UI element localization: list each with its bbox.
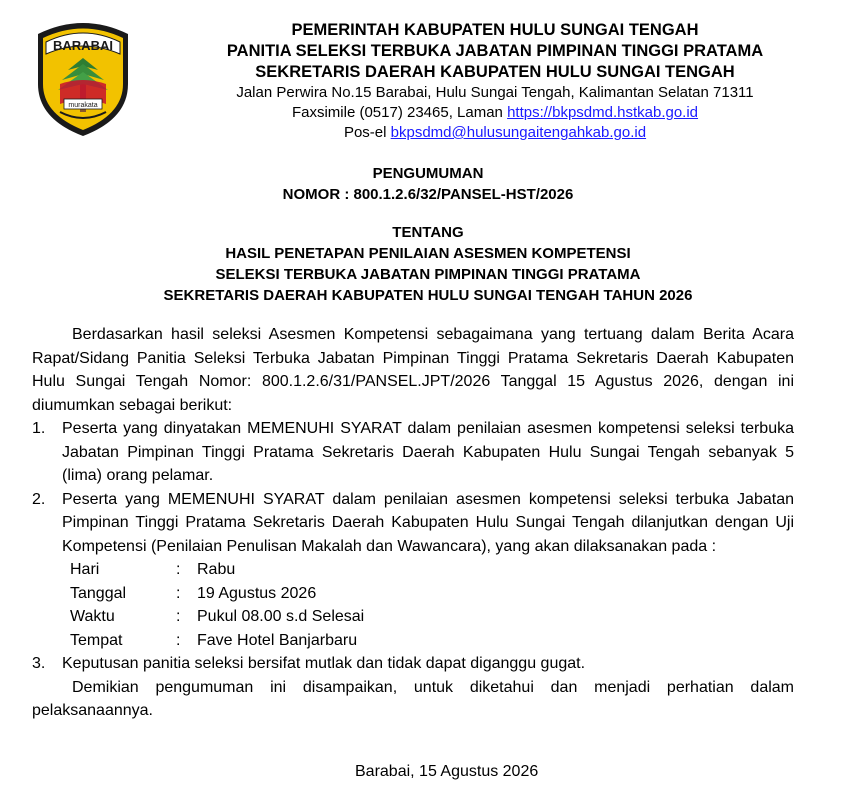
- schedule-row-date: [32, 582, 794, 606]
- list-item-number: 1.: [32, 420, 46, 437]
- schedule-label: Tempat: [70, 631, 123, 649]
- signature-place-date: Barabai, 15 Agustus 2026: [355, 763, 539, 780]
- schedule-value: Rabu: [197, 561, 236, 578]
- email-prefix: Pos-el: [343, 124, 387, 141]
- list-item-text: Keputusan panitia seleksi bersifat mutlak dan tidak dapat diganggu gugat.: [62, 655, 586, 672]
- schedule-label: Waktu: [70, 608, 115, 625]
- fax-text: Faxsimile (0517) 23465, Laman: [291, 104, 503, 121]
- announcement-heading: PENGUMUMAN: [372, 165, 484, 182]
- subject-line3: SEKRETARIS DAERAH KABUPATEN HULU SUNGAI TENGAH TAHUN 2026: [163, 287, 693, 304]
- list-item-number: 3.: [32, 655, 46, 672]
- list-item: [32, 488, 794, 559]
- logo-motto: murakata: [68, 102, 98, 109]
- announcement-number: NOMOR : 800.1.2.6/32/PANSEL-HST/2026: [282, 186, 574, 203]
- schedule-separator: :: [176, 561, 181, 578]
- list-item-number: 2.: [32, 490, 46, 508]
- regency-logo: [30, 14, 136, 139]
- letterhead-line3: SEKRETARIS DAERAH KABUPATEN HULU SUNGAI TENGAH: [255, 63, 735, 81]
- schedule-value: Pukul 08.00 s.d Selesai: [197, 608, 365, 625]
- subject-line2: SELEKSI TERBUKA JABATAN PIMPINAN TINGGI PRATAMA: [215, 266, 641, 283]
- schedule-separator: :: [176, 631, 181, 649]
- schedule-row-place: [32, 629, 794, 653]
- letterhead-fax-line: [150, 103, 840, 123]
- regency-emblem: [30, 14, 136, 139]
- website-link[interactable]: https://bkpsdmd.hstkab.go.id: [507, 104, 699, 121]
- schedule-label: Tanggal: [70, 584, 127, 602]
- schedule-separator: :: [176, 608, 181, 625]
- letterhead-line2: PANITIA SELEKSI TERBUKA JABATAN PIMPINAN TINGGI PRATAMA: [226, 42, 764, 60]
- intro-paragraph: Berdasarkan hasil seleksi Asesmen Kompetensi sebagaimana yang tertuang dalam Berita Acara Rapat/Sidang Panitia Seleksi Terbuka Jabatan Pimpinan Tinggi Pratama Sekretaris Daerah Kabupaten Hulu Sungai Tengah Nomor: 800.1.2.6/31/PANSEL.JPT/2026 Tanggal 15 Agustus 2026, dengan ini diumumkan sebagai berikut:: [32, 326, 794, 414]
- list-item-text: Peserta yang MEMENUHI SYARAT dalam penilaian asesmen kompetensi seleksi terbuka Jabatan Pimpinan Tinggi Pratama Sekretaris Daerah Kabupaten Hulu Sungai Tengah dilanjutkan dengan Uji Kompetensi (Penilaian Penulisan Makalah dan Wawancara), yang akan dilaksanakan pada :: [62, 490, 794, 555]
- schedule-value: 19 Agustus 2026: [197, 584, 317, 602]
- letterhead-line1: PEMERINTAH KABUPATEN HULU SUNGAI TENGAH: [291, 21, 699, 39]
- closing-paragraph: Demikian pengumuman ini disampaikan, untuk diketahui dan menjadi perhatian dalam pelaksanaannya.: [32, 678, 794, 719]
- announcement-heading-block: [0, 163, 856, 205]
- letterhead: [150, 20, 840, 143]
- schedule-separator: :: [176, 584, 181, 602]
- schedule-row-time: [32, 605, 794, 629]
- schedule-row-day: [32, 558, 794, 582]
- email-link[interactable]: bkpsdmd@hulusungaitengahkab.go.id: [390, 124, 647, 141]
- about-label: TENTANG: [392, 224, 464, 241]
- list-item: [32, 417, 794, 488]
- announcement-subject-block: [0, 222, 856, 306]
- schedule-value: Fave Hotel Banjarbaru: [197, 631, 358, 649]
- subject-line1: HASIL PENETAPAN PENILAIAN ASESMEN KOMPETENSI: [225, 245, 631, 262]
- logo-text: BARABAI: [53, 38, 113, 53]
- announcement-body: [32, 323, 794, 723]
- list-item-text: Peserta yang dinyatakan MEMENUHI SYARAT dalam penilaian asesmen kompetensi seleksi terbuka Jabatan Pimpinan Tinggi Pratama Sekretaris Daerah Kabupaten Hulu Sungai Tengah sebanyak 5 (lima) orang pelamar.: [62, 420, 794, 484]
- schedule-label: Hari: [70, 561, 100, 578]
- letterhead-email-line: [150, 123, 840, 143]
- list-item: [32, 652, 794, 676]
- letterhead-address: Jalan Perwira No.15 Barabai, Hulu Sungai Tengah, Kalimantan Selatan 71311: [236, 84, 754, 101]
